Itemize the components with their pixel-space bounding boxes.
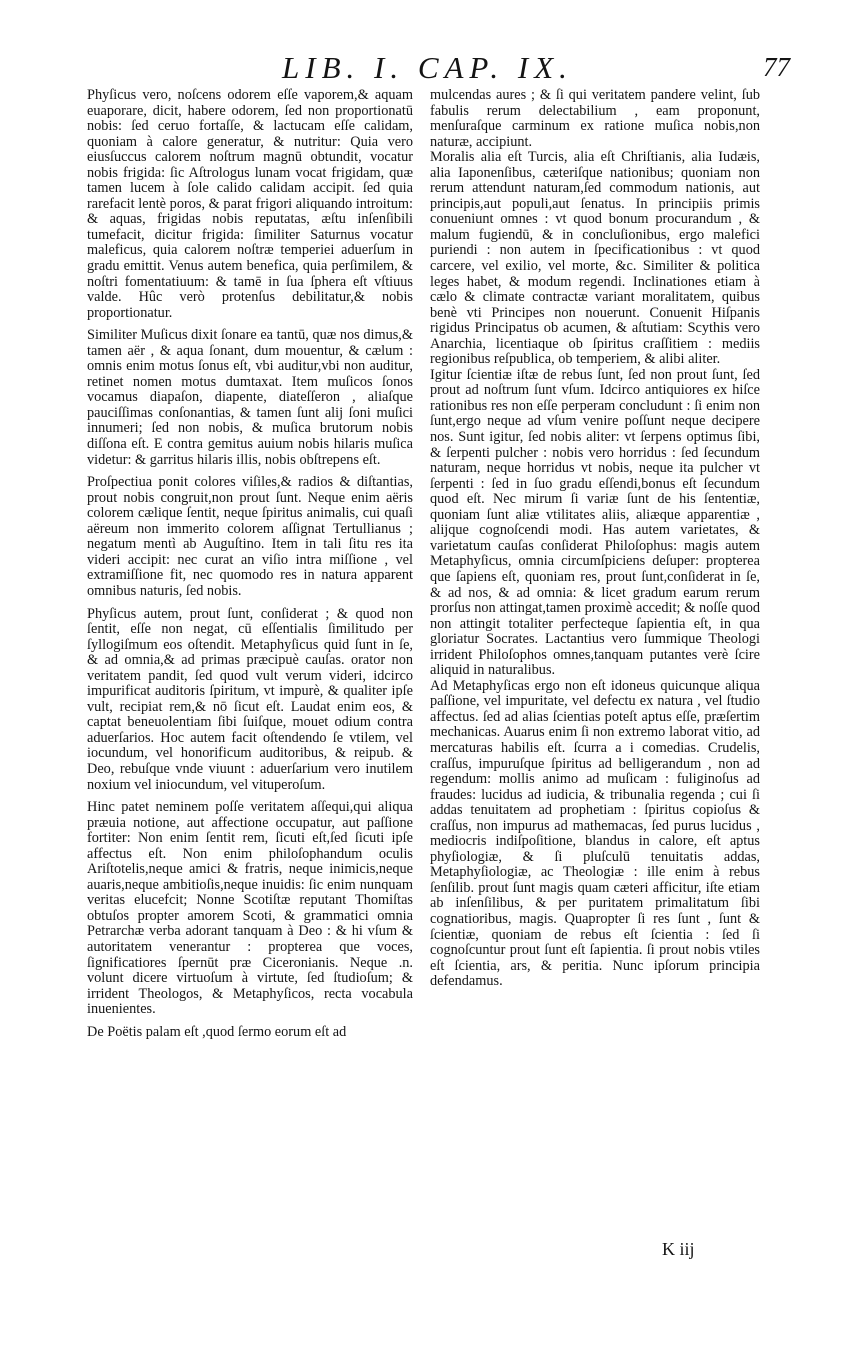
paragraph: Ad Metaphyſicas ergo non eſt idoneus quicunque aliqua paſſione, vel impuritate, vel defectu ex natura , vel ſtudio affectus. ſed ad alias ſcientias poteſt aptus eſſe, præſertim mechanicas. Auarus enim ſi non extremo laborat vitio, ad mercaturas habilis eſt. ſcurra a i comedias. Crudelis, craſſus, impuruſque ſpiritus ad belligerandum , non ad regendum: mollis animo ad muſicam : fuliginoſus ad fraudes: lucidus ad iudicia, & tribunalia regenda ; cui ſi addas tenuitatem ad prophetiam : ſpiritus copioſus & craſſus, non impurus ad mathemacas, ſed purus lucidus , mediocris indiſpoſitione, blandus in calore, eſt aptus phyſiologiæ, & ſi pluſculū tenuitatis addas, Metaphyſiologiæ, ac Theologiæ : ille enim à rebus ſenſilib. prout ſunt magis quam cæteri afficitur, iſte etiam ab inſenſilibus, & per puritatem primalitatum ſibi cognatioribus, magis. Quapropter ſi res ſunt , ſunt & ſcientiæ, quoniam de rebus eſt ſcientia : ſed ſi cognoſcuntur prout ſunt eſt ſapientia. ſi prout nobis vtiles eſt ſcientia, ars, & peritia. Nunc ipſorum principia defendamus.	[430, 677, 760, 990]
paragraph: Phyſicus autem, prout ſunt, conſiderat ; & quod non ſentit, eſſe non negat, cū eſſentialis ſimilitudo per ſyllogiſmum eos oſtendit. Metaphyſicus quid ſunt in ſe, & ad omnia,& ad primas præcipuè cauſas. orator non veritatem pandit, ſed quod vult verum videri, idcirco impurificat auditoris ſpiritum, vt impurè, & qualiter ipſe vult, recipiat rem,& nō ſicut eſt. Laudat enim eos, & captat beneuolentiam ſibi ſuiſque, mouet odium contra aduerſarios. Hoc autem facit oſtendendo ſe vtilem, vel iocundum, vel honorificum auditoribus, & reipub. & Deo, rebuſque vnde viuunt : aduerſarium vero inutilem noxium vel iniocundum, vel vituperoſum.	[87, 605, 413, 793]
paragraph: De Poëtis palam eſt ,quod ſermo eorum eſt ad	[87, 1023, 347, 1040]
paragraph: Phyſicus vero, noſcens odorem eſſe vaporem,& aquam euaporare, dicit, habere odorem, ſed non proportionatū nobis: ſed ceruo fortaſſe, & lactucam eſſe calidam, quoniam à calore generatur, & nutritur: Quia vero eiusſuccus calorem noſtrum magnū obtundit, vocatur nobis frigida: ſic Aſtrologus lunam vocat frigidam, quæ tamen lucem à ſole calido calidam accipit. ſed quia rarefacit lentè poros, & parat frigori aliquando introitum: & aquas, frigidas nobis reputatas, æſtu inſenſibili tumefacit, dicitur frigida: ſimiliter Saturnus vocatur maleficus, quia calorem noſtræ temperiei aduerſum in gradu emittit. Venus autem benefica, quia perſimilem, & noſtri fomentatiuum: & tamē in ſua ſphera eſt vſtiuus valde. Hûc verò protenſus debilitatur,& nobis proportionatur.	[87, 87, 413, 321]
page-number: 77	[763, 52, 790, 82]
signature-mark: K iij	[662, 1239, 695, 1259]
running-head	[86, 50, 790, 90]
paragraph: mulcendas aures ; & ſi qui veritatem pandere velint, ſub fabulis rerum delectabilium , eam proponunt, menſuraſque carminum ex ratione muſica nobis,non naturæ, accipiunt.	[430, 87, 760, 150]
paragraph: Similiter Muſicus dixit ſonare ea tantū, quæ nos dimus,& tamen aër , & aqua ſonant, dum mouentur, & cælum : omnis enim motus ſonus eſt, vbi auditur,vbi non auditur, retinet nomen motus dumtaxat. Item muſicos ſonos vocamus diapaſon, diapente, diateſſeron , aliaſque pauciſſimas conſonantias, & tamen ſunt alij ſoni muſici innumeri; ſed non nobis, & muſica brutorum nobis diſſona eſt. E contra gemitus auium nobis hilaris muſica videtur: & garritus hilaris illis, nobis obſtrepens eſt.	[87, 327, 413, 468]
paragraph: Proſpectiua ponit colores viſiles,& radios & diſtantias, prout nobis congruit,non prout ſunt. Neque enim aëris colorem cælique ſentit, neque ſpiritus animalis, cui quaſi aëreum non immerito colorem aſſignat Tertullianus ; negatum mentì ab Auguſtino. Item in tali ſitu res ita videri accipit: nec curat an viſio intra miſſione , vel extramiſſione fit, nec quomodo res in natura apparent omnibus naturis, ſed nobis.	[87, 474, 413, 599]
left-column	[87, 88, 413, 1040]
paragraph: Moralis alia eſt Turcis, alia eſt Chriſtianis, alia Iudæis, alia Iaponenſibus, cæteriſque nationibus; quoniam non rerum attendunt naturam,ſed commodum nationis, aut principis,aut populi,aut ſenatus. In principiis primis conueniunt omnes : vt quod bonum procurandum , & malum fugiendū, & in concluſionibus, ergo malefici puriendi : non autem in ſpecificationibus : vt quod carcere, vel exilio, vel morte, &c. Similiter & politica leges habet, & modum regendi. Inclinationes etiam à cælo & climate contractæ variant moralitatem, quibus benè vti Principes non nouerunt. Conuenit Hiſpanis rigidus Principatus ob acumen, & aſtutiam: Scythis vero Anarchia, licentiaque ob ſpiritus craſſitiem : mediis regionibus reſpublica, ob temperiem, & alibi aliter.	[430, 149, 760, 368]
running-title: LIB. I. CAP. IX.	[282, 50, 573, 85]
paragraph: Igitur ſcientiæ iſtæ de rebus ſunt, ſed non prout ſunt, ſed prout ad noſtrum ſunt vſum. Idcirco antiquiores ex hiſce rationibus res non eſſe perperam concludunt : ſi enim non ſunt,ergo neque ad vſum venire poſſunt neque decipere nos. Sunt igitur, ſed nobis aliter: vt ſerpens optimus ſibi, & ſerpenti pulcher : nobis vero horridus : ſed ſecundum naturam, neque horridus vt nobis, neque ita pulcher vt ſerpenti : ſed in ſuo gradu eſſendi,bonus eſt ſecundum quod eſt. Nec mirum ſi variæ ſunt de his ſententiæ, quoniam ſunt aliæ vtilitates aliis, aliæque apparentiæ , alijque cognoſcendi modi. Has autem varietates, & varietatum cauſas conſiderat Philoſophus: magis autem Metaphyſicus, omnia circumſpiciens deſuper: propterea que ſapiens eſt, quoniam res, prout ſunt,conſiderat in ſe, & ad nos, & ad omnia: & licet gradum earum rerum prorſus non attingat,tamen proximè accedit; & noſſe quod non attingit totaliter perfecteque ſapientia eſt, in qua gloriatur Socrates. Lactantius vero ſummique Theologi irrident Philoſophos omnes,tanquam putantes verè ſcire aliquid in naturalibus.	[430, 366, 760, 679]
right-column	[430, 88, 760, 990]
paragraph: Hinc patet neminem poſſe veritatem aſſequi,qui aliqua præuia notione, aut affectione occupatur, aut paſſione fortiter: Non enim ſentit rem, ſicuti eſt,ſed ſicuti ipſe affectus eſt. Non enim philoſophandum oculis Ariſtotelis,neque amici & fratris, neque inimicis,neque auaris,neque ambitioſis,neque inuidis: ſic enim nunquam veritas elucefcit; Nonne Scotiſtæ reputant Thomiſtas obtuſos propter amorem Scoti, & grammatici omnia Petrarchæ verba adorant tanquam à Deo : & hi vſum & autoritatem venerantur : propterea que voces, ſignificatiores ſpernūt præ Ciceronianis. Neque .n. volunt dicere virtuoſum à virtute, ſed ſtudioſum; & irrident Theologos, & Metaphyſicos, recta vocabula inuenientes.	[87, 799, 413, 1018]
